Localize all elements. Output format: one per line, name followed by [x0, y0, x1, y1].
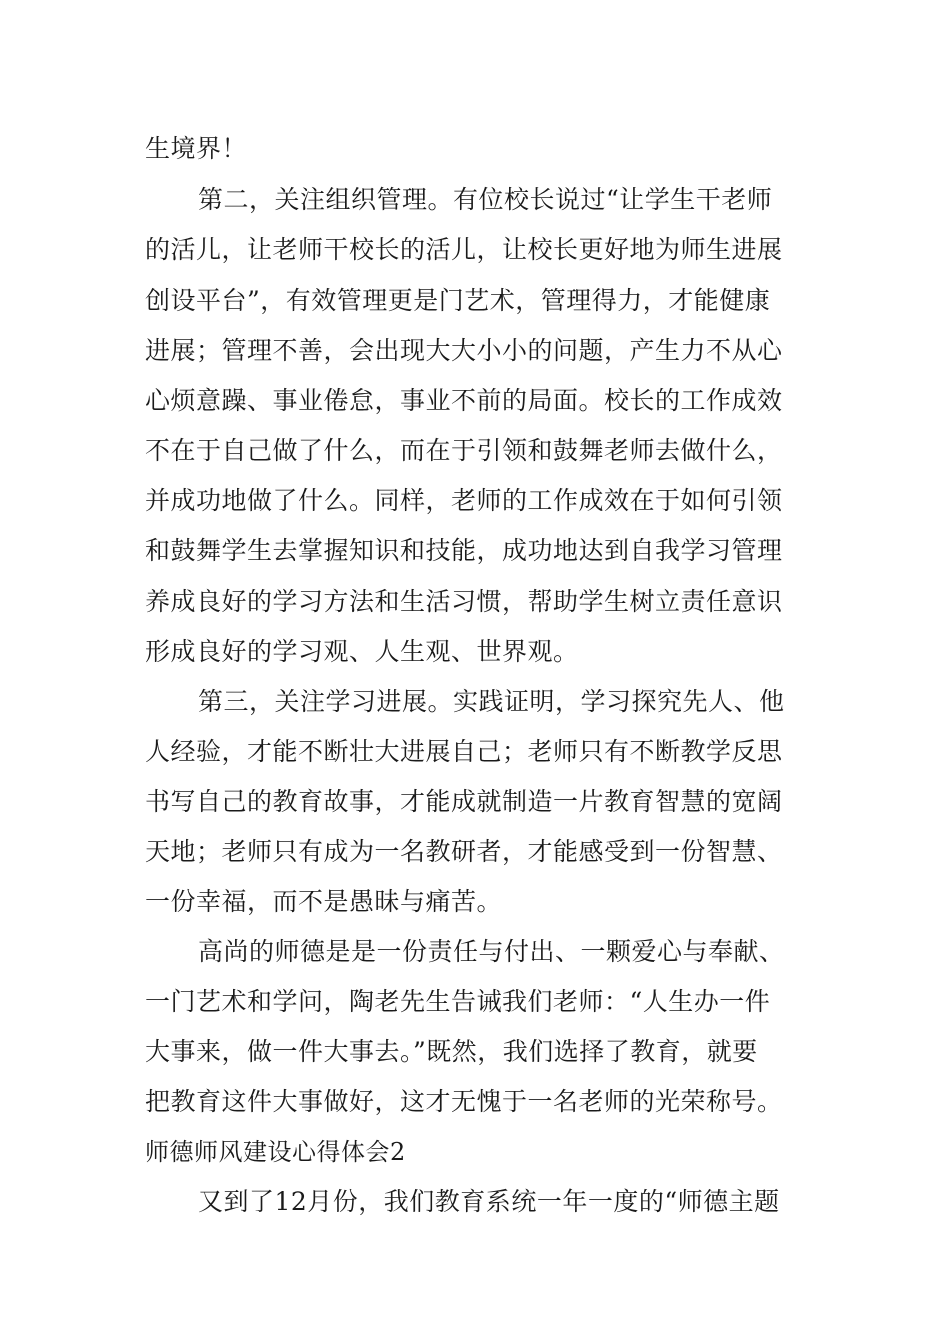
text-line: 大事来，做一件大事去。”既然，我们选择了教育，就要: [145, 1037, 758, 1066]
text-line: 天地；老师只有成为一名教研者，才能感受到一份智慧、: [145, 837, 783, 866]
section-heading: 师德师风建设心得体会2: [145, 1138, 406, 1166]
text-line: 人经验，才能不断壮大进展自己；老师只有不断教学反思: [145, 737, 783, 766]
text-line: 形成良好的学习观、人生观、世界观。: [145, 637, 579, 666]
text-line: 进展；管理不善，会出现大大小小的问题，产生力不从心: [145, 336, 783, 365]
text-line: 心烦意躁、事业倦怠，事业不前的局面。校长的工作成效: [145, 386, 783, 415]
text-line: 并成功地做了什么。同样，老师的工作成效在于如何引领: [145, 486, 783, 515]
text-line: 一门艺术和学问，陶老先生告诫我们老师：“人生办一件: [145, 987, 771, 1016]
paragraph-start: 高尚的师德是是一份责任与付出、一颗爱心与奉献、: [198, 937, 785, 966]
paragraph-start: 第二，关注组织管理。有位校长说过“让学生干老师: [198, 185, 773, 214]
text-line: 生境界！: [145, 134, 248, 163]
text-line: 和鼓舞学生去掌握知识和技能，成功地达到自我学习管理: [145, 536, 783, 565]
text-line: 不在于自己做了什么，而在于引领和鼓舞老师去做什么，: [145, 436, 783, 465]
text-line: 书写自己的教育故事，才能成就制造一片教育智慧的宽阔: [145, 787, 783, 816]
text-line: 一份幸福，而不是愚昧与痛苦。: [145, 887, 503, 916]
paragraph-start: 又到了12月份，我们教育系统一年一度的“师德主题: [198, 1187, 780, 1216]
text-line: 的活儿，让老师干校长的活儿，让校长更好地为师生进展: [145, 235, 783, 264]
text-line: 把教育这件大事做好，这才无愧于一名老师的光荣称号。: [145, 1087, 783, 1116]
text-line: 创设平台”，有效管理更是门艺术，管理得力，才能健康: [145, 286, 771, 315]
paragraph-start: 第三，关注学习进展。实践证明，学习探究先人、他: [198, 687, 785, 716]
text-line: 养成良好的学习方法和生活习惯，帮助学生树立责任意识: [145, 587, 783, 616]
